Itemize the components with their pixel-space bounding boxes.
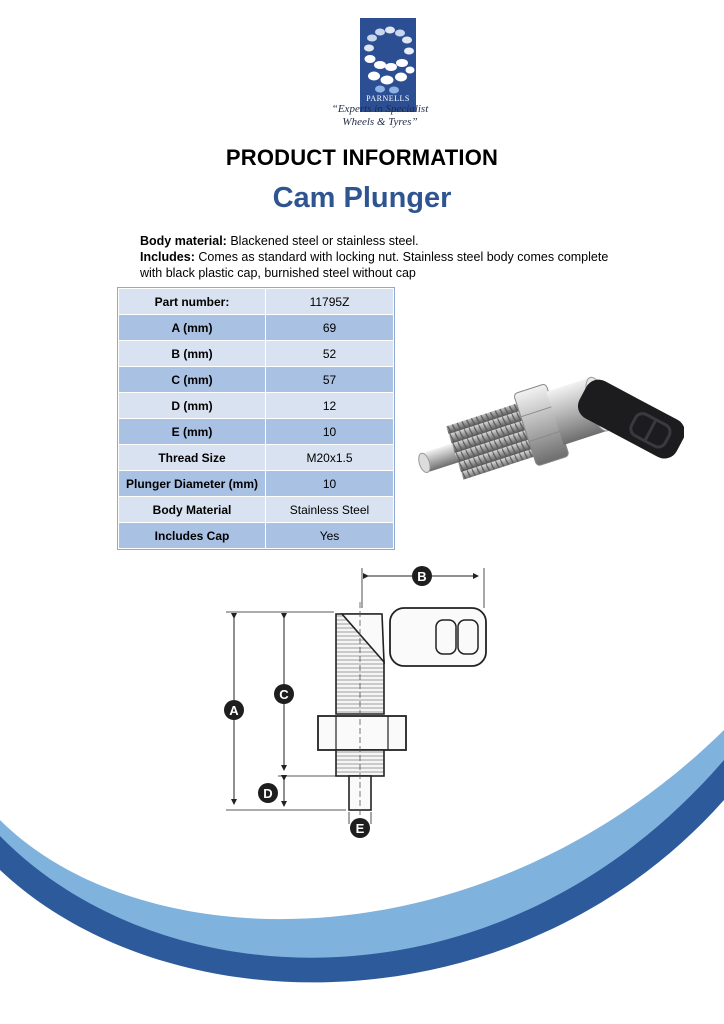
- table-row: [119, 523, 394, 549]
- label-d-text: D: [263, 786, 273, 801]
- spec-value: 69: [266, 315, 394, 341]
- label-a: [224, 700, 244, 720]
- spec-table: [118, 288, 394, 549]
- label-e-text: E: [355, 821, 365, 836]
- table-row: [119, 341, 394, 367]
- spec-label: Includes Cap: [119, 523, 266, 549]
- spec-label: E (mm): [119, 419, 266, 445]
- label-a-text: A: [229, 703, 239, 718]
- spec-label: Plunger Diameter (mm): [119, 471, 266, 497]
- table-row: [119, 471, 394, 497]
- includes-label: Includes:: [140, 250, 195, 264]
- spec-label: C (mm): [119, 367, 266, 393]
- body-material-value: Blackened steel or stainless steel.: [230, 234, 419, 248]
- table-row: [119, 393, 394, 419]
- table-row: [119, 419, 394, 445]
- includes-value: Comes as standard with locking nut. Stainless steel body comes complete with black plastic cap, burnished steel without cap: [140, 250, 609, 280]
- logo-tagline-line2: Wheels & Tyres”: [342, 116, 418, 128]
- label-b-text: B: [417, 569, 427, 584]
- spec-value: 10: [266, 471, 394, 497]
- label-c: [274, 684, 294, 704]
- spec-label: Thread Size: [119, 445, 266, 471]
- spec-label: A (mm): [119, 315, 266, 341]
- spec-label: Body Material: [119, 497, 266, 523]
- product-description: [140, 233, 610, 281]
- spec-value: 52: [266, 341, 394, 367]
- includes-line: [140, 249, 610, 281]
- label-b: [412, 566, 432, 586]
- spec-label: D (mm): [119, 393, 266, 419]
- spec-value: 57: [266, 367, 394, 393]
- footer-wave: [0, 720, 724, 1024]
- spec-value: Yes: [266, 523, 394, 549]
- spec-label: Part number:: [119, 289, 266, 315]
- body-material-label: Body material:: [140, 234, 227, 248]
- spec-value: 10: [266, 419, 394, 445]
- document-heading: PRODUCT INFORMATION: [225, 145, 499, 170]
- spec-value: 12: [266, 393, 394, 419]
- table-row: [119, 445, 394, 471]
- table-row: [119, 315, 394, 341]
- logo-brand-name: PARNELLS: [366, 94, 410, 103]
- table-row: [119, 289, 394, 315]
- company-logo: [318, 14, 442, 136]
- logo-tagline-line1: “Experts in Specialist: [331, 103, 429, 115]
- logo-tagline: [318, 103, 442, 129]
- spec-value: Stainless Steel: [266, 497, 394, 523]
- spec-value: M20x1.5: [266, 445, 394, 471]
- label-c-text: C: [279, 687, 289, 702]
- product-name: Cam Plunger: [272, 182, 452, 214]
- table-row: [119, 367, 394, 393]
- spec-label: B (mm): [119, 341, 266, 367]
- product-photo: [404, 330, 684, 500]
- table-row: [119, 497, 394, 523]
- body-material-line: [140, 233, 610, 249]
- spec-value: 11795Z: [266, 289, 394, 315]
